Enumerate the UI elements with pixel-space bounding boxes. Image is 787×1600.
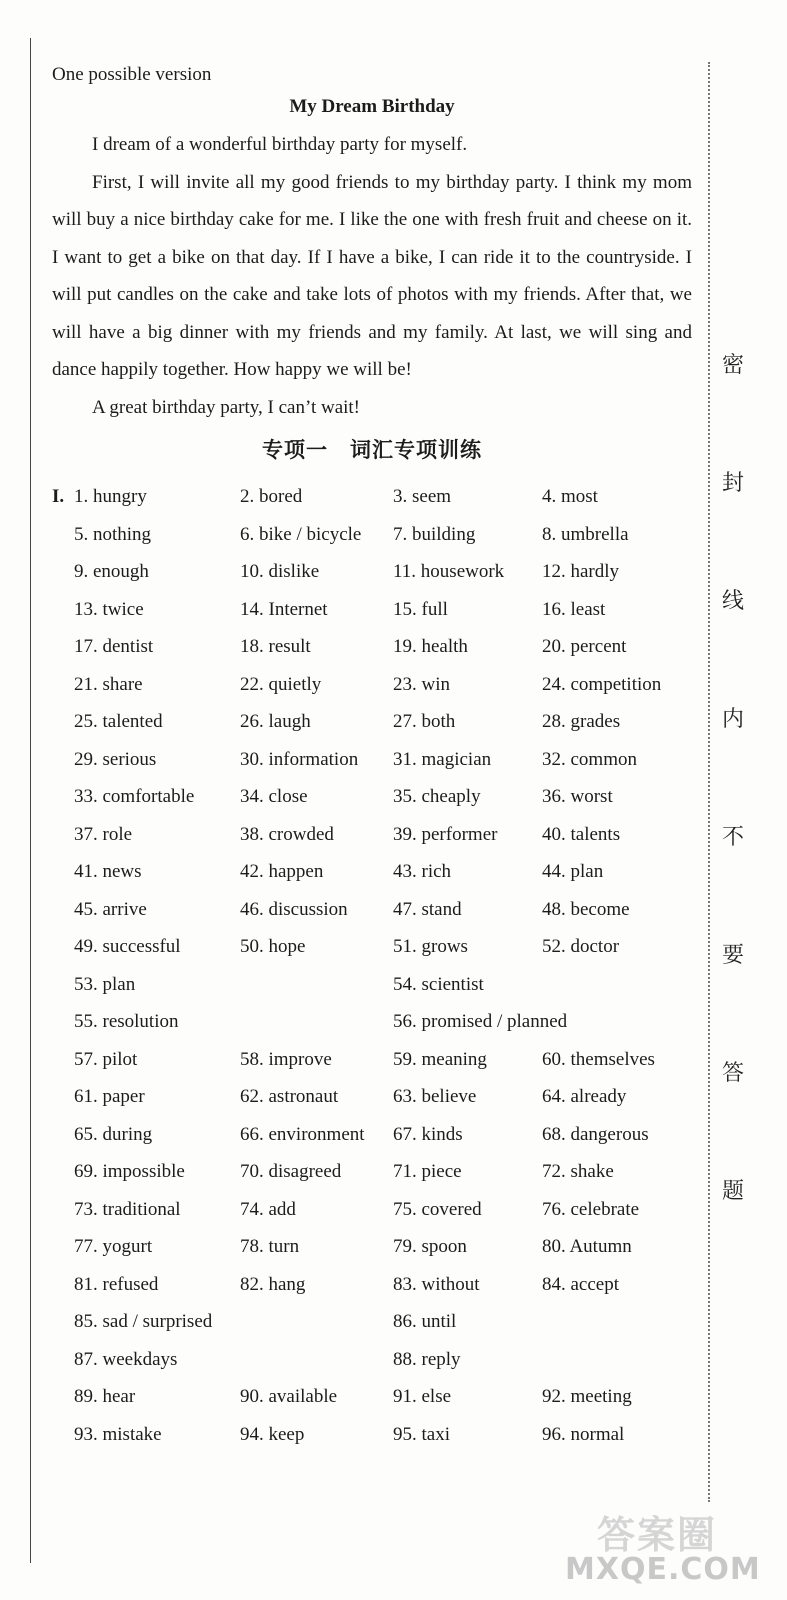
vocab-row [52, 853, 692, 891]
vocab-answer: 39. performer [393, 823, 498, 845]
vocab-answer: 57. pilot [74, 1048, 138, 1070]
version-heading: One possible version [52, 64, 212, 85]
section-mark: I. [52, 486, 65, 507]
vocab-answer: 68. dangerous [542, 1123, 649, 1145]
vocab-answer: 3. seem [393, 486, 452, 507]
vocab-answer: 50. hope [240, 936, 306, 957]
vocab-answer: 77. yogurt [74, 1236, 153, 1257]
vocab-row [52, 1153, 692, 1191]
vocab-answer: 54. scientist [393, 973, 484, 995]
vocab-answer: 26. laugh [240, 711, 311, 732]
vocab-answer: 95. taxi [393, 1423, 450, 1445]
vocab-answer: 43. rich [393, 861, 452, 882]
vocab-answer: 70. disagreed [240, 1161, 342, 1182]
vocab-answer: 5. nothing [74, 523, 152, 545]
vocab-answer: 48. become [542, 898, 630, 920]
vocab-answer: 19. health [393, 636, 468, 657]
vocab-answer: 90. available [240, 1386, 338, 1407]
margin-char: 内 [721, 707, 744, 732]
vocab-answer: 88. reply [393, 1348, 461, 1370]
vocab-answer: 35. cheaply [393, 786, 481, 807]
vocab-answer: 13. twice [74, 598, 144, 620]
vocab-answer: 49. successful [74, 936, 181, 957]
vocab-answer: 63. believe [393, 1086, 477, 1107]
vocab-row [52, 516, 692, 554]
vocab-answer: 24. competition [542, 673, 662, 695]
vocab-answer: 91. else [393, 1386, 452, 1407]
vocab-answer: 83. without [393, 1273, 480, 1295]
vocab-answer: 74. add [240, 1198, 296, 1220]
vocab-answer: 61. paper [74, 1086, 145, 1107]
vocab-row [52, 778, 692, 816]
vocab-answer: 45. arrive [74, 898, 147, 920]
vocab-answer: 94. keep [240, 1423, 305, 1445]
vocab-answer: 30. information [240, 748, 359, 770]
vocabulary-answer-list [52, 478, 692, 1453]
vocab-row [52, 553, 692, 591]
vocab-answer: 25. talented [74, 711, 163, 732]
vocab-row [52, 966, 692, 1004]
vocab-answer: 33. comfortable [74, 786, 195, 807]
vocab-answer: 22. quietly [240, 673, 322, 695]
vocab-answer: 64. already [542, 1086, 627, 1107]
vocab-answer: 59. meaning [393, 1048, 487, 1070]
vocab-row [52, 1378, 692, 1416]
vocab-answer: 52. doctor [542, 936, 620, 957]
vocab-row [52, 666, 692, 704]
essay-paragraph-3: A great birthday party, I can’t wait! [92, 396, 361, 418]
vocab-answer: 85. sad / surprised [74, 1311, 213, 1332]
vocab-answer: 7. building [393, 523, 476, 545]
vocab-answer: 47. stand [393, 898, 462, 920]
vocab-answer: 41. news [74, 861, 142, 882]
vocab-answer: 44. plan [542, 861, 604, 882]
watermark-logo-text: 答案圈 [597, 1513, 718, 1557]
margin-char: 线 [721, 589, 744, 614]
vocab-answer: 36. worst [542, 786, 613, 807]
vocab-row [52, 741, 692, 779]
vocab-answer: 10. dislike [240, 561, 320, 582]
vocab-answer: 32. common [542, 748, 637, 770]
vocab-answer: 18. result [240, 636, 311, 657]
vocab-row [52, 1191, 692, 1229]
vocab-answer: 9. enough [74, 561, 149, 582]
vocab-answer: 11. housework [393, 561, 505, 582]
vocab-row [52, 1003, 692, 1041]
vocab-row [52, 928, 692, 966]
vocab-row [52, 591, 692, 629]
vocab-row [52, 628, 692, 666]
vocab-answer: 15. full [393, 598, 448, 620]
margin-char: 答 [721, 1061, 744, 1086]
page-content [52, 60, 692, 1453]
margin-char: 题 [721, 1179, 744, 1204]
vocab-row [52, 1228, 692, 1266]
vocab-answer: 46. discussion [240, 898, 348, 920]
vocab-answer: 56. promised / planned [393, 1011, 568, 1032]
vocab-row [52, 1266, 692, 1304]
essay-title: My Dream Birthday [289, 96, 455, 117]
vocab-row [52, 478, 692, 516]
vocab-answer: 72. shake [542, 1161, 614, 1182]
site-watermark [565, 1500, 775, 1595]
vocab-answer: 8. umbrella [542, 523, 629, 545]
vocab-answer: 12. hardly [542, 561, 620, 582]
vocab-answer: 62. astronaut [240, 1086, 339, 1107]
vocab-answer: 84. accept [542, 1273, 620, 1295]
vocab-answer: 6. bike / bicycle [240, 523, 362, 545]
vocab-answer: 23. win [393, 673, 450, 695]
vocab-row [52, 1341, 692, 1379]
vocab-row [52, 1116, 692, 1154]
vocab-answer: 71. piece [393, 1161, 462, 1182]
vocab-answer: 14. Internet [240, 598, 328, 620]
vocab-answer: 34. close [240, 786, 308, 807]
vocab-answer: 73. traditional [74, 1198, 181, 1220]
vocab-answer: 76. celebrate [542, 1198, 640, 1220]
watermark-domain: MXQE.COM [565, 1552, 761, 1587]
vocab-answer: 17. dentist [74, 636, 154, 657]
vocab-answer: 16. least [542, 598, 606, 620]
vocab-answer: 31. magician [393, 748, 492, 770]
vocab-answer: 80. Autumn [542, 1236, 632, 1257]
section-title: 专项一 词汇专项训练 [262, 438, 482, 462]
vocab-answer: 27. both [393, 711, 456, 732]
binding-dotted-line [708, 62, 710, 1502]
essay-paragraph-1: I dream of a wonderful birthday party for myself. [92, 134, 468, 155]
essay-paragraph-2: First, I will invite all my good friends to my birthday party. I think my mom will buy a nice birthday cake for me. I like the one with fresh fruit and cheese on it. I want to get a bike on that day. If I have a bike, I can ride it to the countryside. I will put candles on the cake and take lots of photos with my friends. After that, we will have a big dinner with my friends and my family. At last, we will sing and dance happily together. How happy we will be! [52, 171, 692, 380]
vocab-row [52, 1078, 692, 1116]
vocab-answer: 79. spoon [393, 1236, 467, 1257]
vocab-answer: 69. impossible [74, 1161, 185, 1182]
vocab-answer: 66. environment [240, 1123, 365, 1145]
vocab-row [52, 891, 692, 929]
margin-char: 不 [721, 825, 744, 850]
vocab-row [52, 816, 692, 854]
vocab-row [52, 703, 692, 741]
vocab-answer: 86. until [393, 1311, 457, 1332]
vocab-answer: 38. crowded [240, 823, 334, 845]
vocab-answer: 1. hungry [74, 486, 147, 507]
margin-char: 密 [721, 353, 744, 378]
vocab-row [52, 1303, 692, 1341]
vocab-answer: 55. resolution [74, 1011, 179, 1032]
vocab-answer: 28. grades [542, 711, 621, 732]
vocab-answer: 82. hang [240, 1273, 306, 1295]
vocab-answer: 20. percent [542, 636, 627, 657]
vocab-answer: 75. covered [393, 1198, 482, 1220]
vocab-answer: 2. bored [240, 486, 303, 507]
vocab-row [52, 1416, 692, 1454]
vocab-answer: 53. plan [74, 973, 136, 995]
margin-char: 封 [721, 471, 744, 496]
vocab-answer: 92. meeting [542, 1386, 632, 1407]
vocab-answer: 40. talents [542, 823, 621, 845]
vocab-answer: 78. turn [240, 1236, 300, 1257]
vocab-answer: 58. improve [240, 1048, 332, 1070]
vocab-answer: 89. hear [74, 1386, 136, 1407]
vocab-answer: 37. role [74, 823, 133, 845]
vocab-answer: 42. happen [240, 861, 324, 882]
vocab-answer: 29. serious [74, 748, 157, 770]
vocab-answer: 81. refused [74, 1273, 159, 1295]
vocab-answer: 87. weekdays [74, 1348, 178, 1370]
left-margin-rule [30, 38, 31, 1563]
vocab-answer: 51. grows [393, 936, 468, 957]
vocab-answer: 96. normal [542, 1423, 625, 1445]
vocab-answer: 67. kinds [393, 1123, 463, 1145]
margin-char: 要 [721, 943, 744, 968]
vocab-answer: 21. share [74, 673, 143, 695]
vocab-row [52, 1041, 692, 1079]
vocab-answer: 93. mistake [74, 1423, 162, 1445]
vocab-answer: 4. most [542, 486, 598, 507]
vocab-answer: 60. themselves [542, 1048, 655, 1070]
vocab-answer: 65. during [74, 1123, 153, 1145]
